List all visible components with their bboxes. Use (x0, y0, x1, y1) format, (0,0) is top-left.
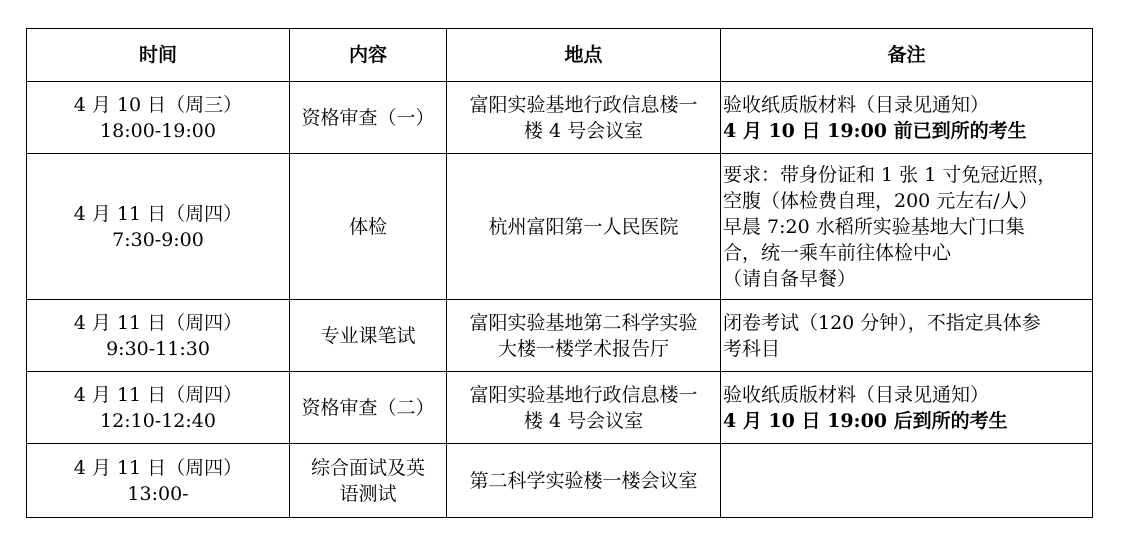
location-cell (447, 372, 721, 444)
content-text: 语测试 (339, 482, 397, 505)
notes-cell (721, 444, 1093, 518)
time-date: 4 月 11 日（周四） (73, 202, 243, 225)
table-row (27, 154, 1093, 300)
location-text: 杭州富阳第一人民医院 (488, 215, 679, 238)
time-cell (27, 300, 290, 372)
time-range: 7:30-9:00 (112, 228, 204, 251)
time-date: 4 月 10 日（周三） (73, 93, 243, 116)
notes-cell (721, 82, 1093, 154)
time-range: 13:00- (127, 482, 189, 505)
location-cell (447, 82, 721, 154)
location-cell (447, 444, 721, 518)
content-cell (290, 300, 447, 372)
notes-text: 闭卷考试（120 分钟），不指定具体参 (723, 311, 1041, 334)
content-cell (290, 154, 447, 300)
time-range: 9:30-11:30 (106, 337, 210, 360)
content-text: 综合面试及英 (310, 456, 425, 479)
notes-text: 验收纸质版材料（目录见通知） (723, 383, 990, 406)
schedule-table (26, 28, 1093, 518)
location-text: 楼 4 号会议室 (523, 119, 644, 142)
notes-text: 验收纸质版材料（目录见通知） (723, 93, 990, 116)
notes-text: （请自备早餐） (723, 267, 857, 290)
content-text: 体检 (348, 215, 387, 238)
location-text: 第二科学实验楼一楼会议室 (469, 469, 698, 492)
table-row (27, 82, 1093, 154)
time-date: 4 月 11 日（周四） (73, 311, 243, 334)
time-range: 12:10-12:40 (100, 409, 216, 432)
header-content: 内容 (290, 29, 447, 82)
location-text: 富阳实验基地行政信息楼一 (469, 93, 698, 116)
time-cell (27, 82, 290, 154)
location-cell (447, 300, 721, 372)
location-text: 楼 4 号会议室 (523, 409, 644, 432)
table-row (27, 444, 1093, 518)
header-location: 地点 (447, 29, 721, 82)
content-cell (290, 444, 447, 518)
location-text: 富阳实验基地第二科学实验 (469, 311, 698, 334)
header-notes: 备注 (721, 29, 1093, 82)
location-text: 大楼一楼学术报告厅 (497, 337, 669, 360)
table-row (27, 300, 1093, 372)
notes-cell (721, 300, 1093, 372)
time-date: 4 月 11 日（周四） (73, 456, 243, 479)
notes-text: 合，统一乘车前往体检中心 (723, 241, 952, 264)
notes-text: 早晨 7:20 水稻所实验基地大门口集 (723, 215, 1025, 238)
content-text: 专业课笔试 (320, 324, 416, 347)
notes-text: 空腹（体检费自理，200 元左右/人） (723, 189, 1038, 212)
time-date: 4 月 11 日（周四） (73, 383, 243, 406)
notes-bold-text: 4 月 10 日 19:00 前已到所的考生 (723, 119, 1027, 142)
time-range: 18:00-19:00 (100, 119, 216, 142)
notes-cell (721, 154, 1093, 300)
time-cell (27, 372, 290, 444)
time-cell (27, 444, 290, 518)
header-time: 时间 (27, 29, 290, 82)
content-cell (290, 372, 447, 444)
location-text: 富阳实验基地行政信息楼一 (469, 383, 698, 406)
location-cell (447, 154, 721, 300)
notes-cell (721, 372, 1093, 444)
notes-bold-text: 4 月 10 日 19:00 后到所的考生 (723, 409, 1008, 432)
content-text: 资格审查（一） (301, 106, 435, 129)
notes-text: 考科目 (723, 337, 781, 360)
table-row (27, 372, 1093, 444)
notes-text: 要求：带身份证和 1 张 1 寸免冠近照， (723, 163, 1057, 186)
time-cell (27, 154, 290, 300)
content-cell (290, 82, 447, 154)
content-text: 资格审查（二） (301, 396, 435, 419)
header-row (27, 29, 1093, 82)
